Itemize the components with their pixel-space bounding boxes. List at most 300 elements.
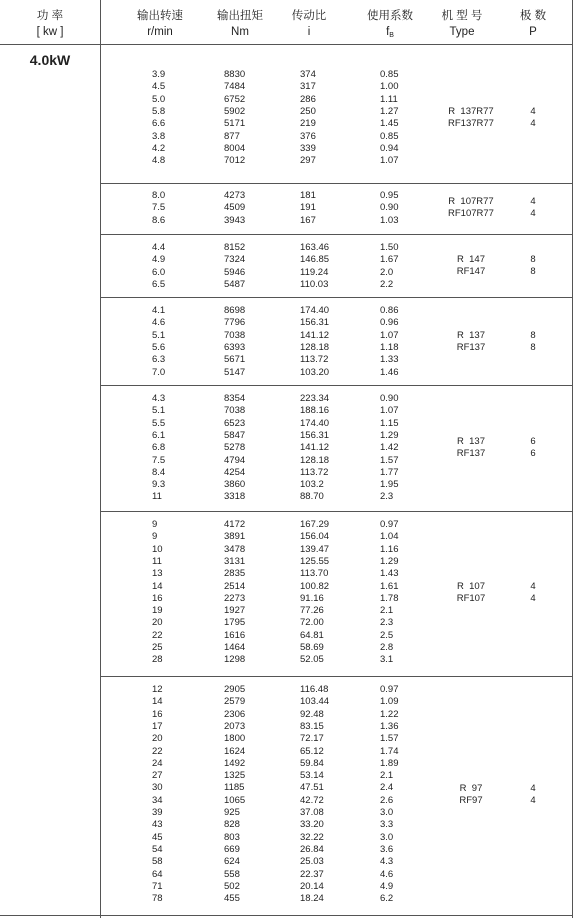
ratio-cell: 18.24 bbox=[300, 893, 324, 905]
factor-cell: 2.2 bbox=[380, 278, 394, 290]
factor-cell: 0.90 bbox=[380, 393, 399, 404]
torque-cell: 8004 bbox=[224, 142, 246, 154]
torque-cell: 4172 bbox=[224, 519, 246, 530]
pole-count: 6 bbox=[530, 436, 536, 448]
torque-cell: 4254 bbox=[224, 466, 246, 478]
type-label: RF107 bbox=[456, 592, 486, 604]
factor-cell: 1.09 bbox=[380, 696, 399, 708]
factor-cell: 1.57 bbox=[380, 733, 399, 745]
ratio-cell: 141.12 bbox=[300, 329, 330, 341]
ratio-cell: 188.16 bbox=[300, 405, 330, 417]
group-divider bbox=[101, 297, 572, 298]
speed-cell: 45 bbox=[152, 831, 163, 843]
torque-cell: 3943 bbox=[224, 214, 246, 226]
torque-cell: 828 bbox=[224, 819, 240, 831]
factor-cell: 1.00 bbox=[380, 81, 399, 93]
table-row bbox=[101, 305, 572, 316]
ratio-cell: 167 bbox=[300, 214, 316, 226]
type-label: R 147 bbox=[457, 254, 485, 266]
ratio-cell: 116.48 bbox=[300, 684, 329, 695]
torque-cell: 6523 bbox=[224, 417, 246, 429]
ratio-cell: 181 bbox=[300, 190, 316, 201]
speed-cell: 8.4 bbox=[152, 466, 166, 478]
ratio-cell: 47.51 bbox=[300, 782, 324, 794]
table-row bbox=[101, 746, 572, 757]
ratio-cell: 223.34 bbox=[300, 393, 330, 404]
motor-group bbox=[101, 234, 572, 297]
factor-cell: 2.0 bbox=[380, 266, 394, 278]
torque-cell: 4273 bbox=[224, 190, 246, 201]
ratio-cell: 64.81 bbox=[300, 629, 324, 641]
factor-cell: 1.61 bbox=[380, 580, 399, 592]
ratio-cell: 163.46 bbox=[300, 242, 330, 253]
speed-cell: 64 bbox=[152, 868, 163, 880]
power-value: 4.0kW bbox=[29, 52, 71, 68]
ratio-cell: 37.08 bbox=[300, 807, 324, 818]
torque-cell: 1616 bbox=[224, 629, 246, 641]
ratio-cell: 219 bbox=[300, 118, 316, 130]
pole-count: 4 bbox=[530, 580, 536, 592]
torque-cell: 7012 bbox=[224, 155, 246, 167]
torque-cell: 7484 bbox=[224, 81, 246, 93]
speed-cell: 5.1 bbox=[152, 405, 166, 417]
table-row bbox=[101, 519, 572, 530]
header-torque: 输出扭矩 Nm bbox=[217, 10, 263, 38]
pole-count: 8 bbox=[530, 329, 536, 341]
factor-cell: 3.0 bbox=[380, 807, 394, 818]
speed-cell: 20 bbox=[152, 617, 163, 629]
factor-cell: 1.29 bbox=[380, 555, 399, 567]
factor-cell: 1.57 bbox=[380, 454, 399, 466]
speed-cell: 30 bbox=[152, 782, 163, 794]
speed-cell: 4.9 bbox=[152, 254, 166, 266]
speed-cell: 4.1 bbox=[152, 305, 166, 316]
torque-cell: 7038 bbox=[224, 329, 246, 341]
factor-cell: 1.95 bbox=[380, 479, 399, 491]
speed-cell: 6.1 bbox=[152, 429, 166, 441]
factor-cell: 2.6 bbox=[380, 794, 394, 806]
table-row bbox=[101, 696, 572, 707]
ratio-cell: 91.16 bbox=[300, 592, 324, 604]
factor-cell: 0.85 bbox=[380, 130, 399, 142]
torque-cell: 4509 bbox=[224, 202, 246, 214]
table-row bbox=[101, 869, 572, 880]
factor-cell: 1.29 bbox=[380, 429, 399, 441]
torque-cell: 2579 bbox=[224, 696, 246, 708]
type-label: R 107R77 bbox=[448, 196, 494, 208]
factor-cell: 0.94 bbox=[380, 142, 399, 154]
factor-unit: $f_B$ bbox=[386, 26, 394, 39]
ratio-cell: 128.18 bbox=[300, 454, 330, 466]
torque-cell: 1624 bbox=[224, 745, 246, 757]
factor-cell: 0.96 bbox=[380, 317, 399, 329]
speed-cell: 14 bbox=[152, 696, 163, 708]
torque-cell: 5171 bbox=[224, 118, 246, 130]
header-poles: 极 数 P bbox=[519, 10, 547, 38]
table-row bbox=[101, 242, 572, 253]
factor-cell: 4.3 bbox=[380, 856, 394, 868]
factor-cell: 1.74 bbox=[380, 745, 399, 757]
factor-cell: 1.89 bbox=[380, 757, 399, 769]
speed-cell: 54 bbox=[152, 843, 163, 855]
speed-cell: 5.8 bbox=[152, 105, 166, 117]
type-label: RF137R77 bbox=[448, 118, 494, 130]
ratio-cell: 286 bbox=[300, 93, 316, 105]
speed-cell: 13 bbox=[152, 568, 163, 580]
torque-cell: 4794 bbox=[224, 454, 246, 466]
ratio-cell: 110.03 bbox=[300, 278, 329, 290]
torque-cell: 1927 bbox=[224, 605, 246, 617]
pole-count: 4 bbox=[530, 794, 536, 806]
factor-cell: 0.90 bbox=[380, 202, 399, 214]
table-row bbox=[101, 630, 572, 641]
factor-cell: 1.11 bbox=[380, 93, 398, 105]
table-row bbox=[101, 893, 572, 904]
table-row bbox=[101, 770, 572, 781]
type-label: R 137R77 bbox=[448, 106, 494, 118]
ratio-cell: 146.85 bbox=[300, 254, 330, 266]
torque-cell: 5671 bbox=[224, 354, 246, 366]
table-row bbox=[101, 819, 572, 830]
torque-cell: 1795 bbox=[224, 617, 246, 629]
group-divider bbox=[101, 183, 572, 184]
type-label: RF137 bbox=[456, 341, 486, 353]
torque-cell: 925 bbox=[224, 807, 240, 818]
torque-cell: 7796 bbox=[224, 317, 246, 329]
speed-cell: 5.6 bbox=[152, 341, 166, 353]
torque-cell: 2306 bbox=[224, 708, 246, 720]
speed-cell: 34 bbox=[152, 794, 163, 806]
speed-cell: 3.8 bbox=[152, 130, 166, 142]
motor-group bbox=[101, 183, 572, 234]
torque-cell: 2073 bbox=[224, 720, 246, 732]
motor-group bbox=[101, 511, 572, 676]
factor-cell: 1.18 bbox=[380, 341, 399, 353]
ratio-cell: 250 bbox=[300, 105, 316, 117]
torque-cell: 624 bbox=[224, 856, 240, 868]
torque-cell: 3131 bbox=[224, 555, 246, 567]
speed-cell: 28 bbox=[152, 654, 163, 666]
factor-cell: 1.78 bbox=[380, 592, 399, 604]
ratio-cell: 83.15 bbox=[300, 720, 324, 732]
speed-cell: 5.5 bbox=[152, 417, 166, 429]
type-label: RF107R77 bbox=[448, 208, 494, 220]
type-label: RF137 bbox=[456, 448, 486, 460]
ratio-cell: 139.47 bbox=[300, 543, 330, 555]
torque-cell: 1185 bbox=[224, 782, 245, 794]
ratio-cell: 119.24 bbox=[300, 266, 329, 278]
ratio-cell: 374 bbox=[300, 69, 316, 80]
torque-cell: 5487 bbox=[224, 278, 246, 290]
factor-cell: 2.4 bbox=[380, 782, 394, 794]
factor-cell: 1.67 bbox=[380, 254, 399, 266]
torque-cell: 2905 bbox=[224, 684, 246, 695]
header-power: 功 率 [ kw ] bbox=[36, 10, 64, 38]
factor-cell: 1.07 bbox=[380, 155, 399, 167]
ratio-cell: 59.84 bbox=[300, 757, 324, 769]
factor-cell: 1.42 bbox=[380, 442, 399, 454]
ratio-cell: 100.82 bbox=[300, 580, 330, 592]
table-row bbox=[101, 807, 572, 818]
speed-cell: 6.8 bbox=[152, 442, 166, 454]
torque-cell: 558 bbox=[224, 868, 240, 880]
ratio-cell: 174.40 bbox=[300, 305, 330, 316]
ratio-cell: 113.70 bbox=[300, 568, 329, 580]
group-divider bbox=[101, 676, 572, 677]
factor-cell: 1.33 bbox=[380, 354, 399, 366]
factor-cell: 1.16 bbox=[380, 543, 399, 555]
pole-count: 4 bbox=[530, 782, 536, 794]
torque-cell: 5847 bbox=[224, 429, 246, 441]
speed-cell: 11 bbox=[152, 491, 162, 503]
speed-cell: 4.5 bbox=[152, 81, 166, 93]
torque-cell: 7038 bbox=[224, 405, 246, 417]
table-row bbox=[101, 479, 572, 490]
speed-cell: 6.6 bbox=[152, 118, 166, 130]
factor-cell: 1.07 bbox=[380, 329, 399, 341]
ratio-cell: 156.04 bbox=[300, 531, 330, 543]
factor-cell: 2.1 bbox=[380, 605, 394, 617]
table-row bbox=[101, 617, 572, 628]
table-row bbox=[101, 279, 572, 290]
motor-group bbox=[101, 44, 572, 183]
table-row bbox=[101, 605, 572, 616]
speed-cell: 14 bbox=[152, 580, 163, 592]
factor-cell: 3.1 bbox=[380, 654, 394, 666]
table-row bbox=[101, 544, 572, 555]
ratio-cell: 33.20 bbox=[300, 819, 324, 831]
speed-cell: 43 bbox=[152, 819, 163, 831]
speed-cell: 22 bbox=[152, 745, 163, 757]
factor-cell: 1.03 bbox=[380, 214, 399, 226]
header-ratio: 传动比 i bbox=[291, 10, 327, 38]
ratio-cell: 103.44 bbox=[300, 696, 330, 708]
table-row bbox=[101, 709, 572, 720]
pole-count: 6 bbox=[530, 448, 536, 460]
factor-cell: 0.95 bbox=[380, 190, 399, 201]
factor-cell: 1.45 bbox=[380, 118, 399, 130]
factor-cell: 3.6 bbox=[380, 843, 394, 855]
table-row bbox=[101, 721, 572, 732]
torque-cell: 6752 bbox=[224, 93, 246, 105]
pole-count: 4 bbox=[530, 196, 536, 208]
speed-cell: 9 bbox=[152, 519, 158, 530]
torque-cell: 3860 bbox=[224, 479, 246, 491]
torque-cell: 1065 bbox=[224, 794, 246, 806]
pole-count: 8 bbox=[530, 266, 536, 278]
table-row bbox=[101, 832, 572, 843]
ratio-cell: 42.72 bbox=[300, 794, 324, 806]
factor-cell: 2.3 bbox=[380, 491, 394, 503]
factor-cell: 1.04 bbox=[380, 531, 399, 543]
ratio-cell: 297 bbox=[300, 155, 316, 167]
table-row bbox=[101, 491, 572, 502]
torque-cell: 5946 bbox=[224, 266, 246, 278]
torque-cell: 3318 bbox=[224, 491, 246, 503]
torque-cell: 803 bbox=[224, 831, 240, 843]
speed-cell: 4.8 bbox=[152, 155, 166, 167]
table-row bbox=[101, 354, 572, 365]
speed-cell: 39 bbox=[152, 807, 163, 818]
pole-count: 4 bbox=[530, 106, 536, 118]
table-row bbox=[101, 556, 572, 567]
table-row bbox=[101, 155, 572, 166]
speed-cell: 3.9 bbox=[152, 69, 166, 80]
ratio-cell: 125.55 bbox=[300, 555, 330, 567]
speed-cell: 5.1 bbox=[152, 329, 166, 341]
table-row bbox=[101, 467, 572, 478]
speed-cell: 12 bbox=[152, 684, 163, 695]
torque-cell: 8152 bbox=[224, 242, 246, 253]
pole-count: 8 bbox=[530, 254, 536, 266]
speed-cell: 19 bbox=[152, 605, 163, 617]
table-row bbox=[101, 881, 572, 892]
speed-cell: 9 bbox=[152, 531, 158, 543]
speed-cell: 5.0 bbox=[152, 93, 166, 105]
speed-cell: 6.0 bbox=[152, 266, 166, 278]
table-row bbox=[101, 317, 572, 328]
table-row bbox=[101, 94, 572, 105]
factor-cell: 1.15 bbox=[380, 417, 399, 429]
motor-group bbox=[101, 385, 572, 511]
table-bottom-border bbox=[0, 915, 572, 916]
table-row bbox=[101, 654, 572, 665]
factor-cell: 0.97 bbox=[380, 684, 399, 695]
torque-cell: 6393 bbox=[224, 341, 246, 353]
torque-cell: 1298 bbox=[224, 654, 246, 666]
factor-cell: 1.77 bbox=[380, 466, 399, 478]
speed-cell: 20 bbox=[152, 733, 163, 745]
speed-cell: 4.3 bbox=[152, 393, 166, 404]
speed-cell: 6.5 bbox=[152, 278, 166, 290]
table-row bbox=[101, 856, 572, 867]
speed-cell: 7.5 bbox=[152, 202, 166, 214]
ratio-cell: 32.22 bbox=[300, 831, 324, 843]
table-row bbox=[101, 642, 572, 653]
factor-cell: 0.85 bbox=[380, 69, 399, 80]
ratio-cell: 88.70 bbox=[300, 491, 324, 503]
torque-cell: 455 bbox=[224, 893, 240, 905]
torque-cell: 1325 bbox=[224, 770, 246, 782]
ratio-cell: 20.14 bbox=[300, 880, 324, 892]
factor-cell: 1.46 bbox=[380, 366, 399, 378]
torque-cell: 5278 bbox=[224, 442, 246, 454]
ratio-cell: 113.72 bbox=[300, 354, 329, 366]
speed-cell: 8.6 bbox=[152, 214, 166, 226]
type-label: RF97 bbox=[459, 794, 483, 806]
table-row bbox=[101, 367, 572, 378]
ratio-cell: 113.72 bbox=[300, 466, 329, 478]
table-row bbox=[101, 758, 572, 769]
motor-group bbox=[101, 297, 572, 385]
factor-cell: 1.43 bbox=[380, 568, 399, 580]
ratio-cell: 128.18 bbox=[300, 341, 330, 353]
ratio-cell: 156.31 bbox=[300, 429, 330, 441]
table-row bbox=[101, 568, 572, 579]
ratio-cell: 191 bbox=[300, 202, 316, 214]
group-divider bbox=[101, 385, 572, 386]
ratio-cell: 72.17 bbox=[300, 733, 324, 745]
torque-cell: 8354 bbox=[224, 393, 246, 404]
speed-cell: 8.0 bbox=[152, 190, 166, 201]
ratio-cell: 77.26 bbox=[300, 605, 324, 617]
ratio-cell: 92.48 bbox=[300, 708, 324, 720]
ratio-cell: 103.2 bbox=[300, 479, 324, 491]
speed-cell: 11 bbox=[152, 555, 162, 567]
factor-cell: 2.5 bbox=[380, 629, 394, 641]
ratio-cell: 22.37 bbox=[300, 868, 324, 880]
speed-cell: 4.2 bbox=[152, 142, 166, 154]
table-row bbox=[101, 684, 572, 695]
torque-cell: 5147 bbox=[224, 366, 246, 378]
speed-cell: 22 bbox=[152, 629, 163, 641]
motor-group bbox=[101, 676, 572, 915]
type-label: RF147 bbox=[456, 266, 486, 278]
header-type: 机 型 号 Type bbox=[441, 10, 483, 38]
ratio-cell: 53.14 bbox=[300, 770, 324, 782]
ratio-cell: 317 bbox=[300, 81, 316, 93]
type-label: R 137 bbox=[457, 436, 485, 448]
torque-cell: 1464 bbox=[224, 642, 246, 653]
factor-cell: 1.36 bbox=[380, 720, 399, 732]
torque-cell: 669 bbox=[224, 843, 240, 855]
speed-cell: 58 bbox=[152, 856, 163, 868]
speed-cell: 4.4 bbox=[152, 242, 166, 253]
factor-cell: 3.0 bbox=[380, 831, 394, 843]
table-row bbox=[101, 143, 572, 154]
torque-cell: 8830 bbox=[224, 69, 246, 80]
ratio-cell: 52.05 bbox=[300, 654, 324, 666]
torque-cell: 7324 bbox=[224, 254, 246, 266]
table-row bbox=[101, 69, 572, 80]
ratio-cell: 167.29 bbox=[300, 519, 330, 530]
factor-cell: 0.97 bbox=[380, 519, 399, 530]
ratio-cell: 103.20 bbox=[300, 366, 330, 378]
factor-cell: 1.27 bbox=[380, 105, 399, 117]
factor-cell: 2.3 bbox=[380, 617, 394, 629]
ratio-cell: 72.00 bbox=[300, 617, 324, 629]
speed-cell: 17 bbox=[152, 720, 163, 732]
torque-cell: 877 bbox=[224, 130, 240, 142]
factor-cell: 3.3 bbox=[380, 819, 394, 831]
ratio-cell: 26.84 bbox=[300, 843, 324, 855]
torque-cell: 3891 bbox=[224, 531, 246, 543]
speed-cell: 27 bbox=[152, 770, 163, 782]
speed-cell: 25 bbox=[152, 642, 163, 653]
table-row bbox=[101, 844, 572, 855]
pole-count: 4 bbox=[530, 208, 536, 220]
factor-cell: 0.86 bbox=[380, 305, 399, 316]
speed-cell: 24 bbox=[152, 757, 163, 769]
speed-cell: 16 bbox=[152, 708, 163, 720]
type-label: R 107 bbox=[457, 580, 485, 592]
ratio-cell: 141.12 bbox=[300, 442, 330, 454]
factor-cell: 4.9 bbox=[380, 880, 394, 892]
speed-cell: 9.3 bbox=[152, 479, 166, 491]
ratio-cell: 58.69 bbox=[300, 642, 324, 653]
ratio-cell: 376 bbox=[300, 130, 316, 142]
speed-cell: 71 bbox=[152, 880, 163, 892]
torque-cell: 2273 bbox=[224, 592, 246, 604]
table-row bbox=[101, 81, 572, 92]
ratio-cell: 65.12 bbox=[300, 745, 324, 757]
header-speed: 输出转速 r/min bbox=[137, 10, 183, 38]
factor-cell: 2.8 bbox=[380, 642, 394, 653]
speed-cell: 7.0 bbox=[152, 366, 166, 378]
group-divider bbox=[101, 234, 572, 235]
factor-cell: 6.2 bbox=[380, 893, 394, 905]
table-row bbox=[101, 531, 572, 542]
